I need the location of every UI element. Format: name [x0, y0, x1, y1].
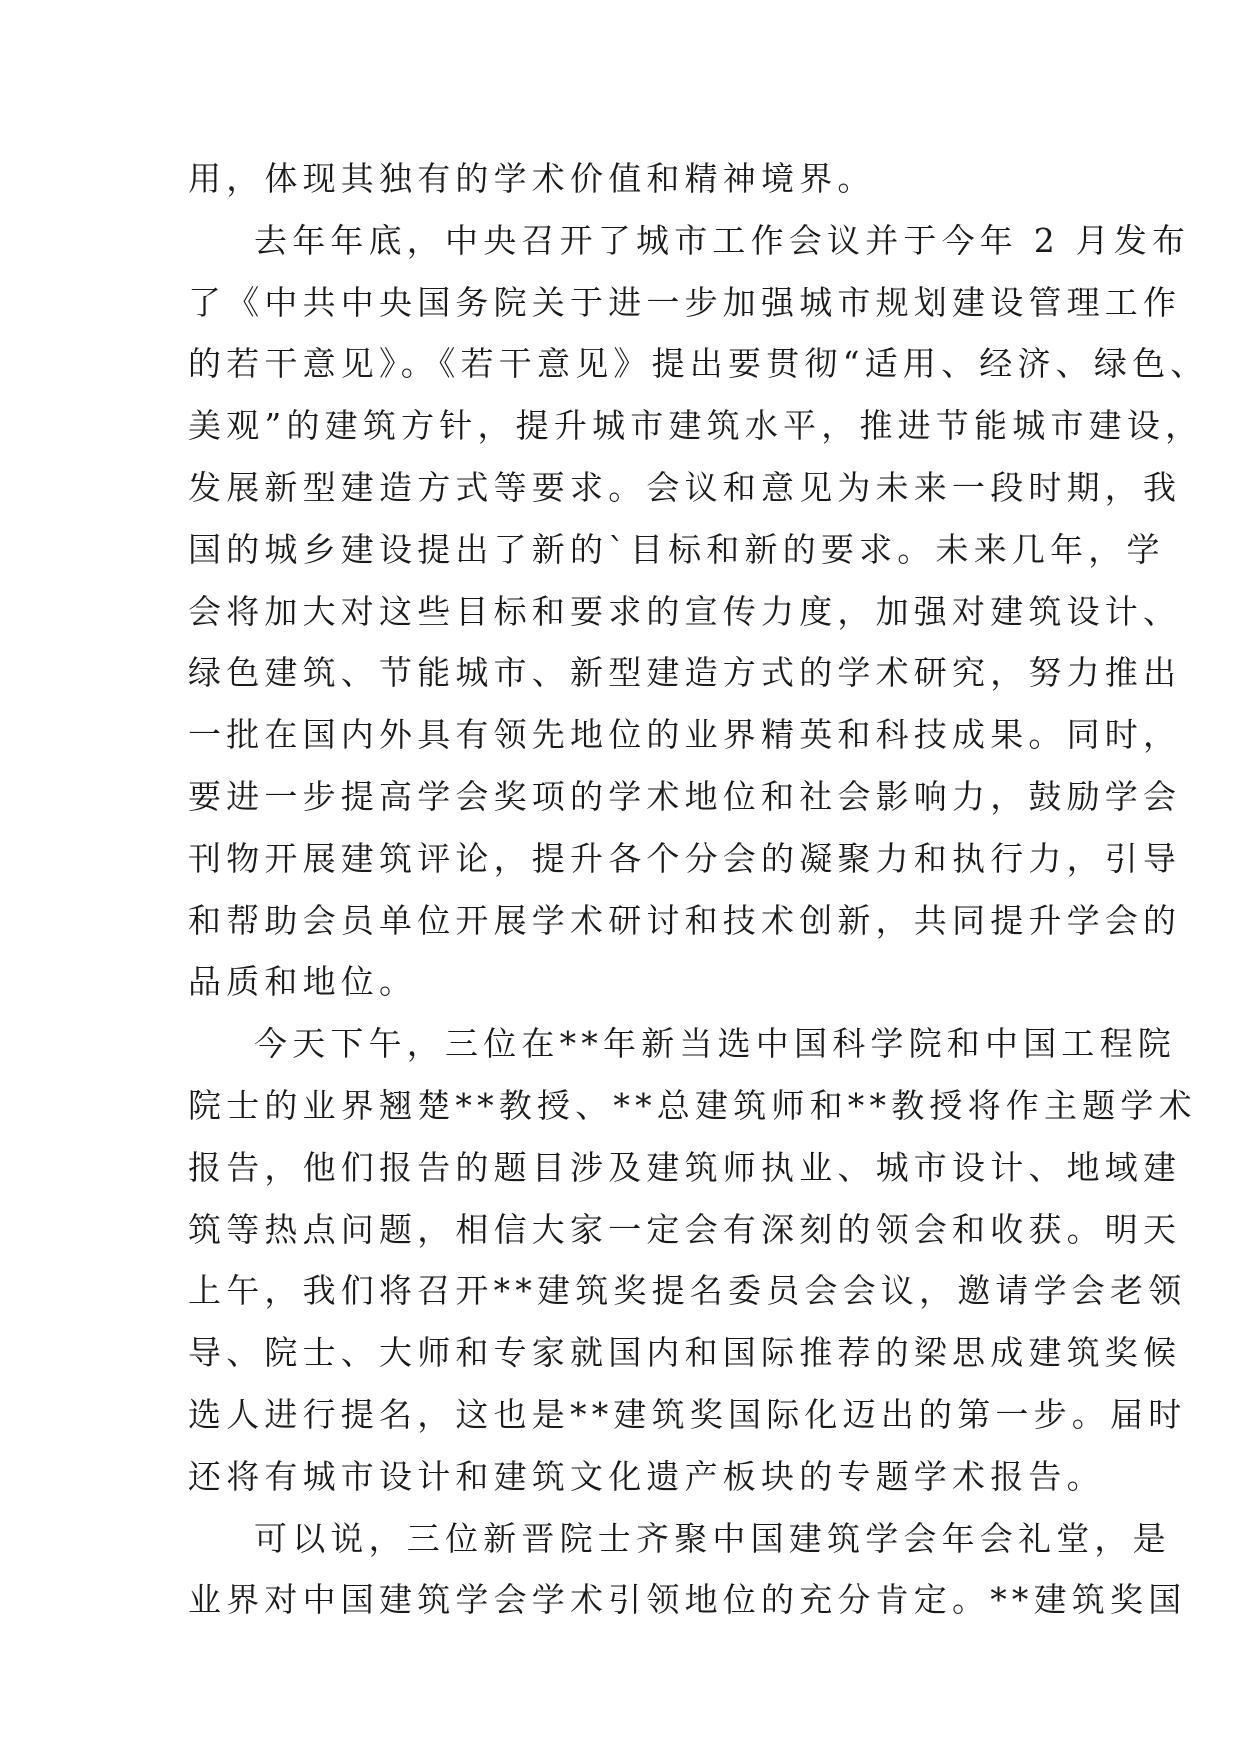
text-line: 今天下午，三位在**年新当选中国科学院和中国工程院	[254, 1024, 1176, 1064]
text-line: 品质和地位。	[188, 962, 418, 1002]
text-line: 的若干意见》。《若干意见》提出要贯彻“适用、经济、绿色、	[188, 344, 1209, 384]
text-line: 刊物开展建筑评论，提升各个分会的凝聚力和执行力，引导	[188, 838, 1182, 878]
text-line: 绿色建筑、节能城市、新型建造方式的学术研究，努力推出	[188, 653, 1182, 693]
text-line: 导、院士、大师和专家就国内和国际推荐的梁思成建筑奖候	[188, 1333, 1182, 1373]
text-line: 还将有城市设计和建筑文化遗产板块的专题学术报告。	[188, 1456, 1105, 1496]
text-line: 选人进行提名，这也是**建筑奖国际化迈出的第一步。届时	[188, 1394, 1187, 1434]
text-line: 发展新型建造方式等要求。会议和意见为未来一段时期，我	[188, 467, 1182, 507]
text-line: 院士的业界翘楚**教授、**总建筑师和**教授将作主题学术	[188, 1085, 1197, 1125]
text-line: 业界对中国建筑学会学术引领地位的充分肯定。**建筑奖国	[188, 1580, 1187, 1620]
text-line: 一批在国内外具有领先地位的业界精英和科技成果。同时，	[188, 715, 1182, 755]
text-line: 会将加大对这些目标和要求的宣传力度，加强对建筑设计、	[188, 591, 1182, 631]
text-line: 美观”的建筑方针，提升城市建筑水平，推进节能城市建设，	[188, 406, 1204, 446]
text-line: 了《中共中央国务院关于进一步加强城市规划建设管理工作	[188, 282, 1182, 322]
text-line: 上午，我们将召开**建筑奖提名委员会会议，邀请学会老领	[188, 1271, 1187, 1311]
text-line: 要进一步提高学会奖项的学术地位和社会影响力，鼓励学会	[188, 776, 1182, 816]
text-line: 国的城乡建设提出了新的`目标和新的要求。未来几年，学	[188, 529, 1165, 569]
text-line: 报告，他们报告的题目涉及建筑师执业、城市设计、地域建	[188, 1147, 1182, 1187]
text-line: 筑等热点问题，相信大家一定会有深刻的领会和收获。明天	[188, 1209, 1182, 1249]
text-line: 去年年底，中央召开了城市工作会议并于今年 2 月发布	[254, 220, 1191, 260]
body-text	[188, 148, 1209, 1631]
text-line: 用，体现其独有的学术价值和精神境界。	[188, 159, 876, 198]
text-line: 可以说，三位新晋院士齐聚中国建筑学会年会礼堂，是	[254, 1518, 1171, 1558]
text-line: 和帮助会员单位开展学术研讨和技术创新，共同提升学会的	[188, 900, 1182, 940]
